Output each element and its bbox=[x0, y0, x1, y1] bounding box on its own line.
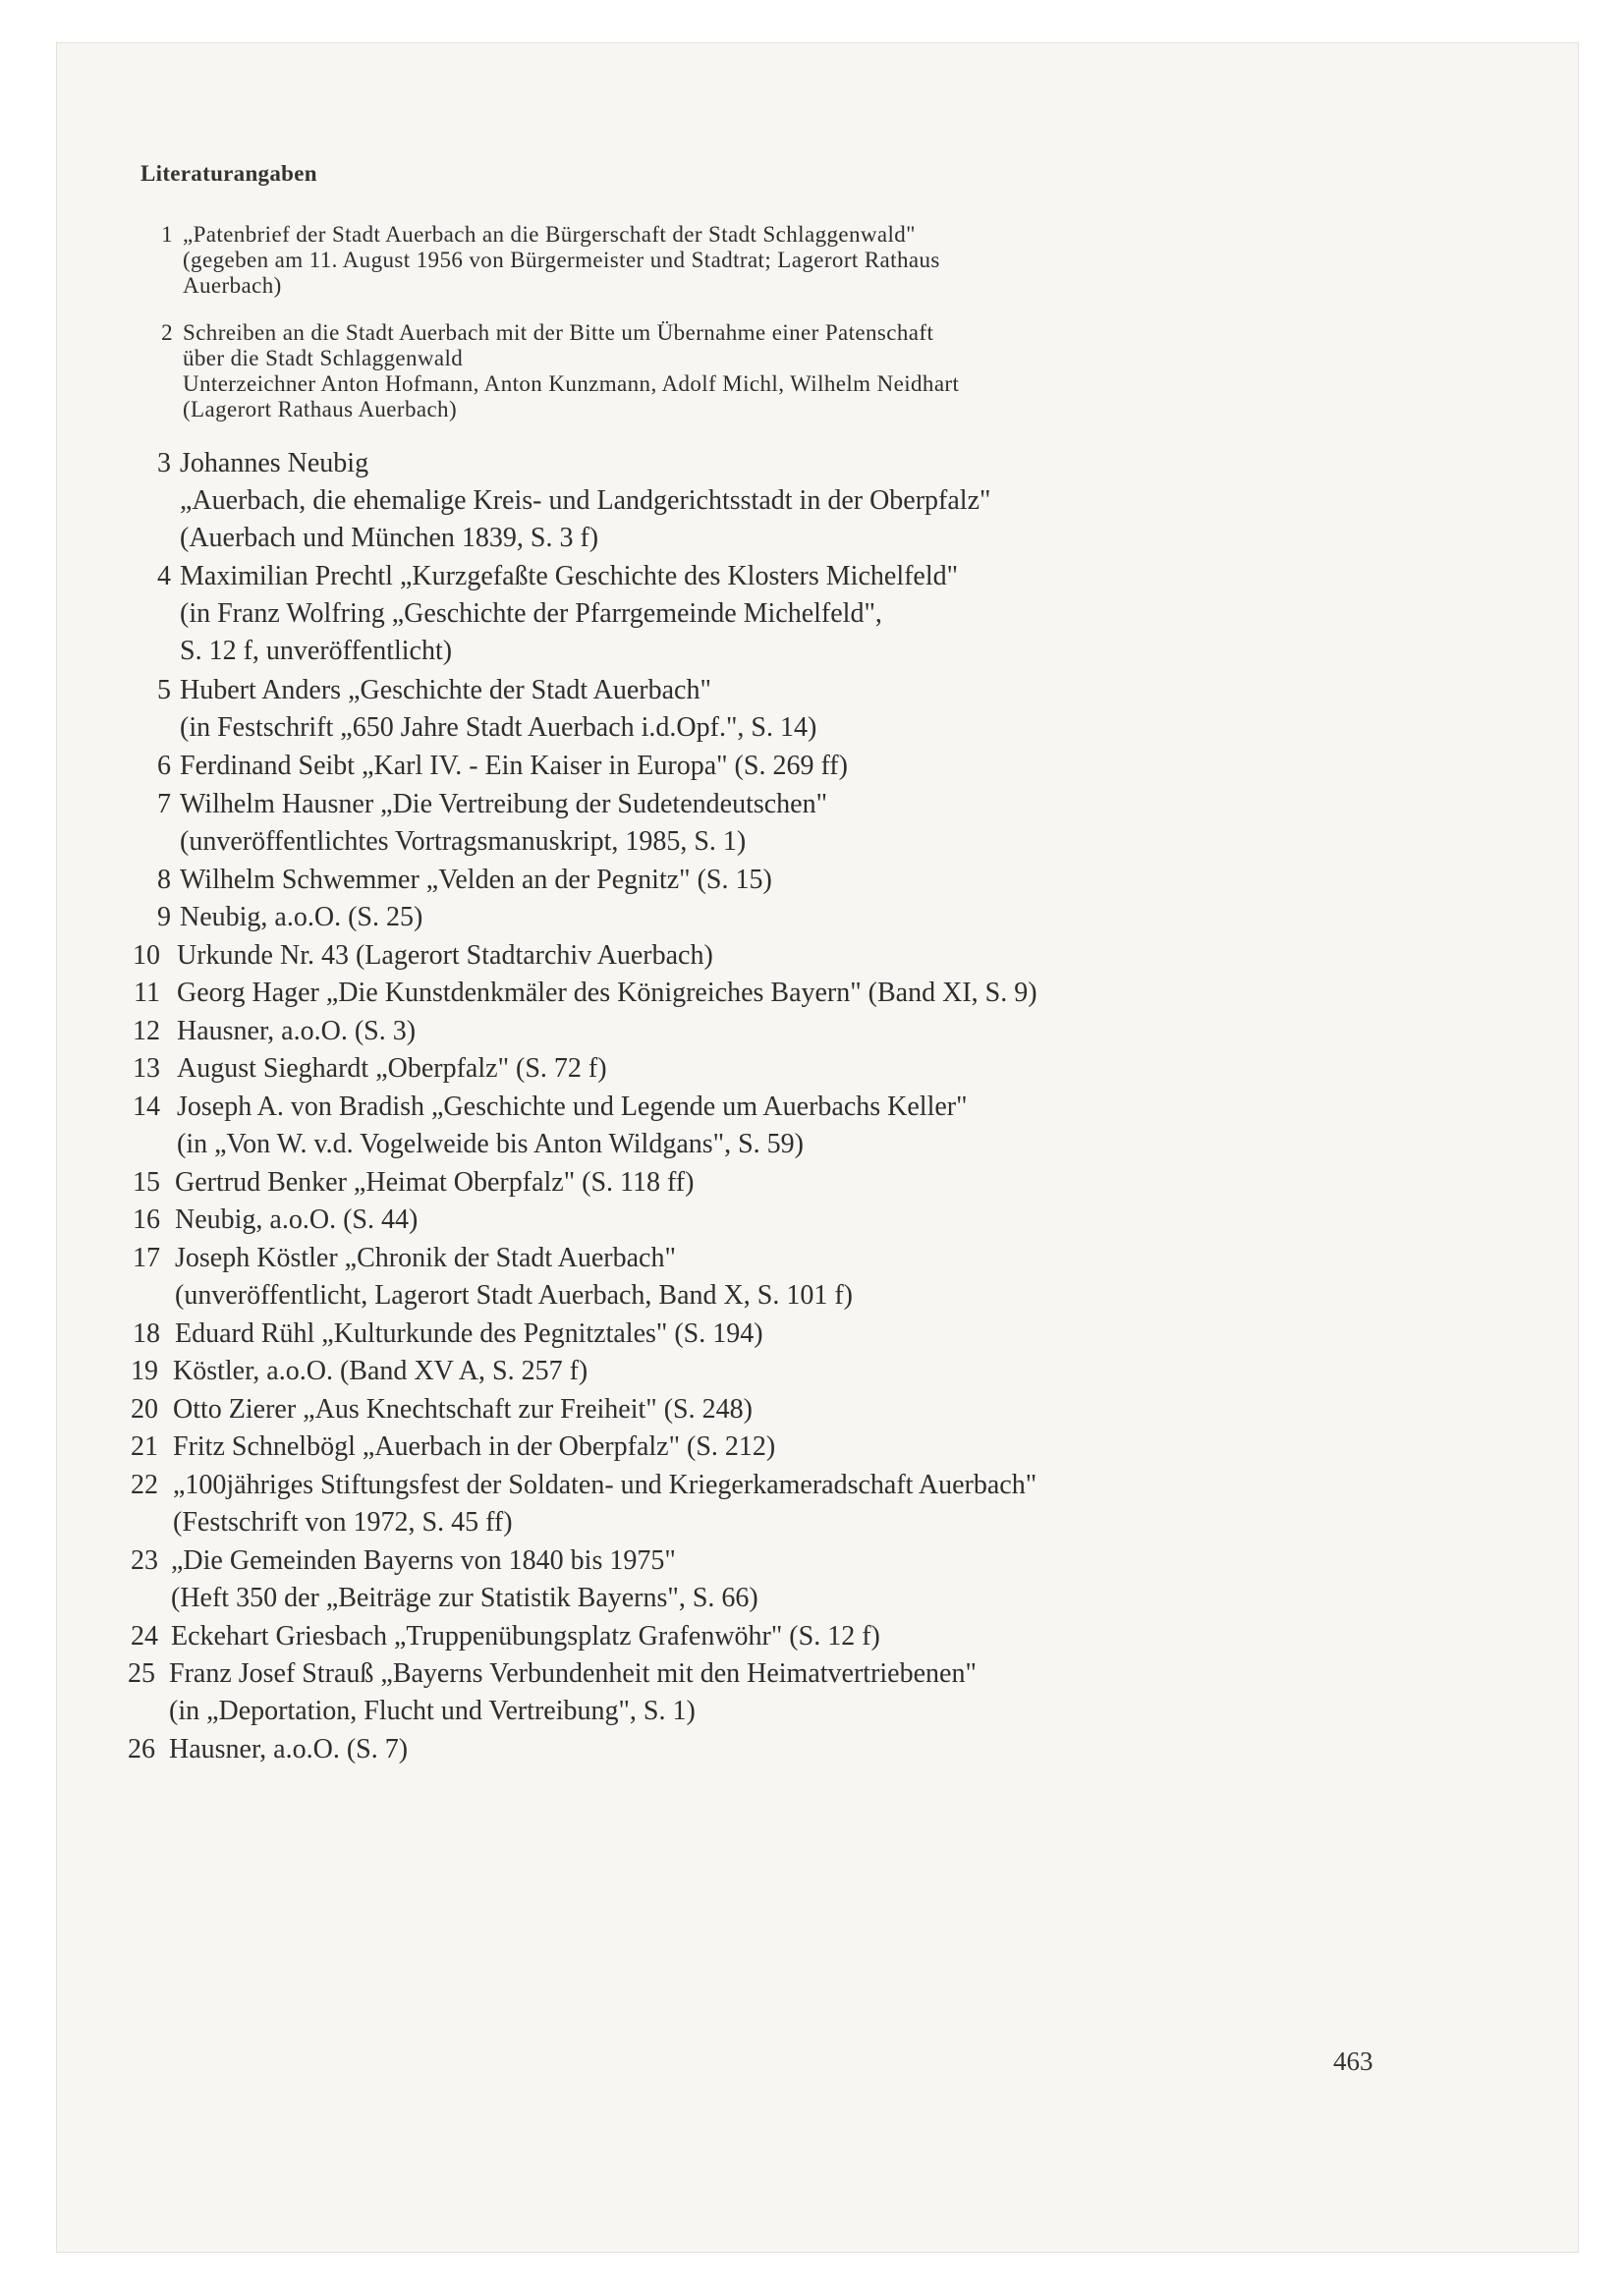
reference-number: 21 bbox=[131, 1431, 158, 1462]
reference-number: 24 bbox=[131, 1621, 158, 1652]
reference-number: 7 bbox=[157, 789, 171, 819]
reference-line: Neubig, a.o.O. (S. 25) bbox=[180, 902, 423, 932]
reference-number: 23 bbox=[131, 1545, 158, 1576]
reference-line: Neubig, a.o.O. (S. 44) bbox=[175, 1204, 419, 1235]
reference-number: 17 bbox=[133, 1243, 160, 1273]
reference-line: Schreiben an die Stadt Auerbach mit der Bitte um Übernahme einer Patenschaft bbox=[183, 320, 934, 345]
reference-line: S. 12 f, unveröffentlicht) bbox=[180, 636, 453, 666]
reference-line: „Auerbach, die ehemalige Kreis- und Landgerichtsstadt in der Oberpfalz" bbox=[180, 485, 991, 516]
reference-line: (in Festschrift „650 Jahre Stadt Auerbach i.d.Opf.", S. 14) bbox=[180, 712, 817, 743]
page-heading: Literaturangaben bbox=[140, 161, 317, 186]
reference-number: 26 bbox=[128, 1734, 155, 1764]
reference-line: Unterzeichner Anton Hofmann, Anton Kunzmann, Adolf Michl, Wilhelm Neidhart bbox=[183, 371, 960, 396]
reference-number: 4 bbox=[157, 561, 171, 591]
reference-line: „Die Gemeinden Bayerns von 1840 bis 1975" bbox=[171, 1545, 676, 1576]
reference-number: 22 bbox=[131, 1470, 158, 1500]
reference-line: August Sieghardt „Oberpfalz" (S. 72 f) bbox=[177, 1053, 607, 1084]
reference-line: (in Franz Wolfring „Geschichte der Pfarrgemeinde Michelfeld", bbox=[180, 598, 882, 629]
reference-line: Otto Zierer „Aus Knechtschaft zur Freiheit" (S. 248) bbox=[173, 1394, 753, 1425]
reference-number: 18 bbox=[133, 1318, 160, 1349]
reference-number: 13 bbox=[133, 1053, 160, 1084]
reference-line: Ferdinand Seibt „Karl IV. - Ein Kaiser in Europa" (S. 269 ff) bbox=[180, 751, 848, 781]
reference-number: 20 bbox=[131, 1394, 158, 1425]
reference-line: Joseph A. von Bradish „Geschichte und Legende um Auerbachs Keller" bbox=[177, 1092, 968, 1122]
reference-line: „100jähriges Stiftungsfest der Soldaten- und Kriegerkameradschaft Auerbach" bbox=[173, 1470, 1037, 1500]
reference-number: 15 bbox=[133, 1167, 160, 1198]
reference-line: (in „Von W. v.d. Vogelweide bis Anton Wildgans", S. 59) bbox=[177, 1129, 804, 1159]
reference-line: (Auerbach und München 1839, S. 3 f) bbox=[180, 523, 599, 553]
reference-line: Wilhelm Hausner „Die Vertreibung der Sudetendeutschen" bbox=[180, 789, 828, 819]
reference-line: Hausner, a.o.O. (S. 7) bbox=[169, 1734, 409, 1764]
reference-number: 12 bbox=[133, 1016, 160, 1046]
reference-line: Johannes Neubig bbox=[180, 448, 369, 478]
reference-line: Köstler, a.o.O. (Band XV A, S. 257 f) bbox=[173, 1356, 588, 1386]
reference-number: 10 bbox=[133, 940, 160, 971]
reference-line: Franz Josef Strauß „Bayerns Verbundenheit mit den Heimatvertriebenen" bbox=[169, 1658, 977, 1689]
reference-number: 3 bbox=[157, 448, 171, 478]
reference-line: Maximilian Prechtl „Kurzgefaßte Geschichte des Klosters Michelfeld" bbox=[180, 561, 959, 591]
reference-line: (in „Deportation, Flucht und Vertreibung", S. 1) bbox=[169, 1696, 696, 1726]
reference-line: Hausner, a.o.O. (S. 3) bbox=[177, 1016, 417, 1046]
reference-number: 11 bbox=[134, 978, 160, 1008]
reference-line: Gertrud Benker „Heimat Oberpfalz" (S. 118 ff) bbox=[175, 1167, 695, 1198]
reference-line: (unveröffentlichtes Vortragsmanuskript, 1985, S. 1) bbox=[180, 826, 747, 857]
reference-line: über die Stadt Schlaggenwald bbox=[183, 346, 464, 370]
reference-number: 8 bbox=[157, 865, 171, 895]
reference-line: Fritz Schnelbögl „Auerbach in der Oberpfalz" (S. 212) bbox=[173, 1431, 776, 1462]
page-number: 463 bbox=[1333, 2046, 1373, 2076]
reference-line: (unveröffentlicht, Lagerort Stadt Auerbach, Band X, S. 101 f) bbox=[175, 1280, 853, 1311]
reference-line: (gegeben am 11. August 1956 von Bürgermeister und Stadtrat; Lagerort Rathaus bbox=[183, 248, 940, 272]
reference-line: Joseph Köstler „Chronik der Stadt Auerbach" bbox=[175, 1243, 676, 1273]
reference-line: Auerbach) bbox=[183, 273, 282, 298]
reference-number: 9 bbox=[157, 902, 171, 932]
reference-number: 1 bbox=[161, 222, 173, 247]
reference-line: (Festschrift von 1972, S. 45 ff) bbox=[173, 1507, 513, 1538]
reference-line: Eduard Rühl „Kulturkunde des Pegnitztales" (S. 194) bbox=[175, 1318, 763, 1349]
reference-line: „Patenbrief der Stadt Auerbach an die Bürgerschaft der Stadt Schlaggenwald" bbox=[183, 222, 916, 247]
reference-line: Urkunde Nr. 43 (Lagerort Stadtarchiv Auerbach) bbox=[177, 940, 713, 971]
reference-line: Hubert Anders „Geschichte der Stadt Auerbach" bbox=[180, 675, 711, 705]
reference-number: 16 bbox=[133, 1204, 160, 1235]
reference-number: 19 bbox=[131, 1356, 158, 1386]
reference-line: (Lagerort Rathaus Auerbach) bbox=[183, 397, 458, 421]
reference-number: 2 bbox=[161, 320, 173, 345]
reference-line: Wilhelm Schwemmer „Velden an der Pegnitz" (S. 15) bbox=[180, 865, 772, 895]
reference-number: 5 bbox=[157, 675, 171, 705]
reference-number: 14 bbox=[133, 1092, 160, 1122]
reference-line: Georg Hager „Die Kunstdenkmäler des Königreiches Bayern" (Band XI, S. 9) bbox=[177, 978, 1037, 1008]
reference-number: 25 bbox=[128, 1658, 155, 1689]
reference-number: 6 bbox=[157, 751, 171, 781]
reference-line: Eckehart Griesbach „Truppenübungsplatz Grafenwöhr" (S. 12 f) bbox=[171, 1621, 880, 1652]
reference-line: (Heft 350 der „Beiträge zur Statistik Bayerns", S. 66) bbox=[171, 1583, 758, 1613]
